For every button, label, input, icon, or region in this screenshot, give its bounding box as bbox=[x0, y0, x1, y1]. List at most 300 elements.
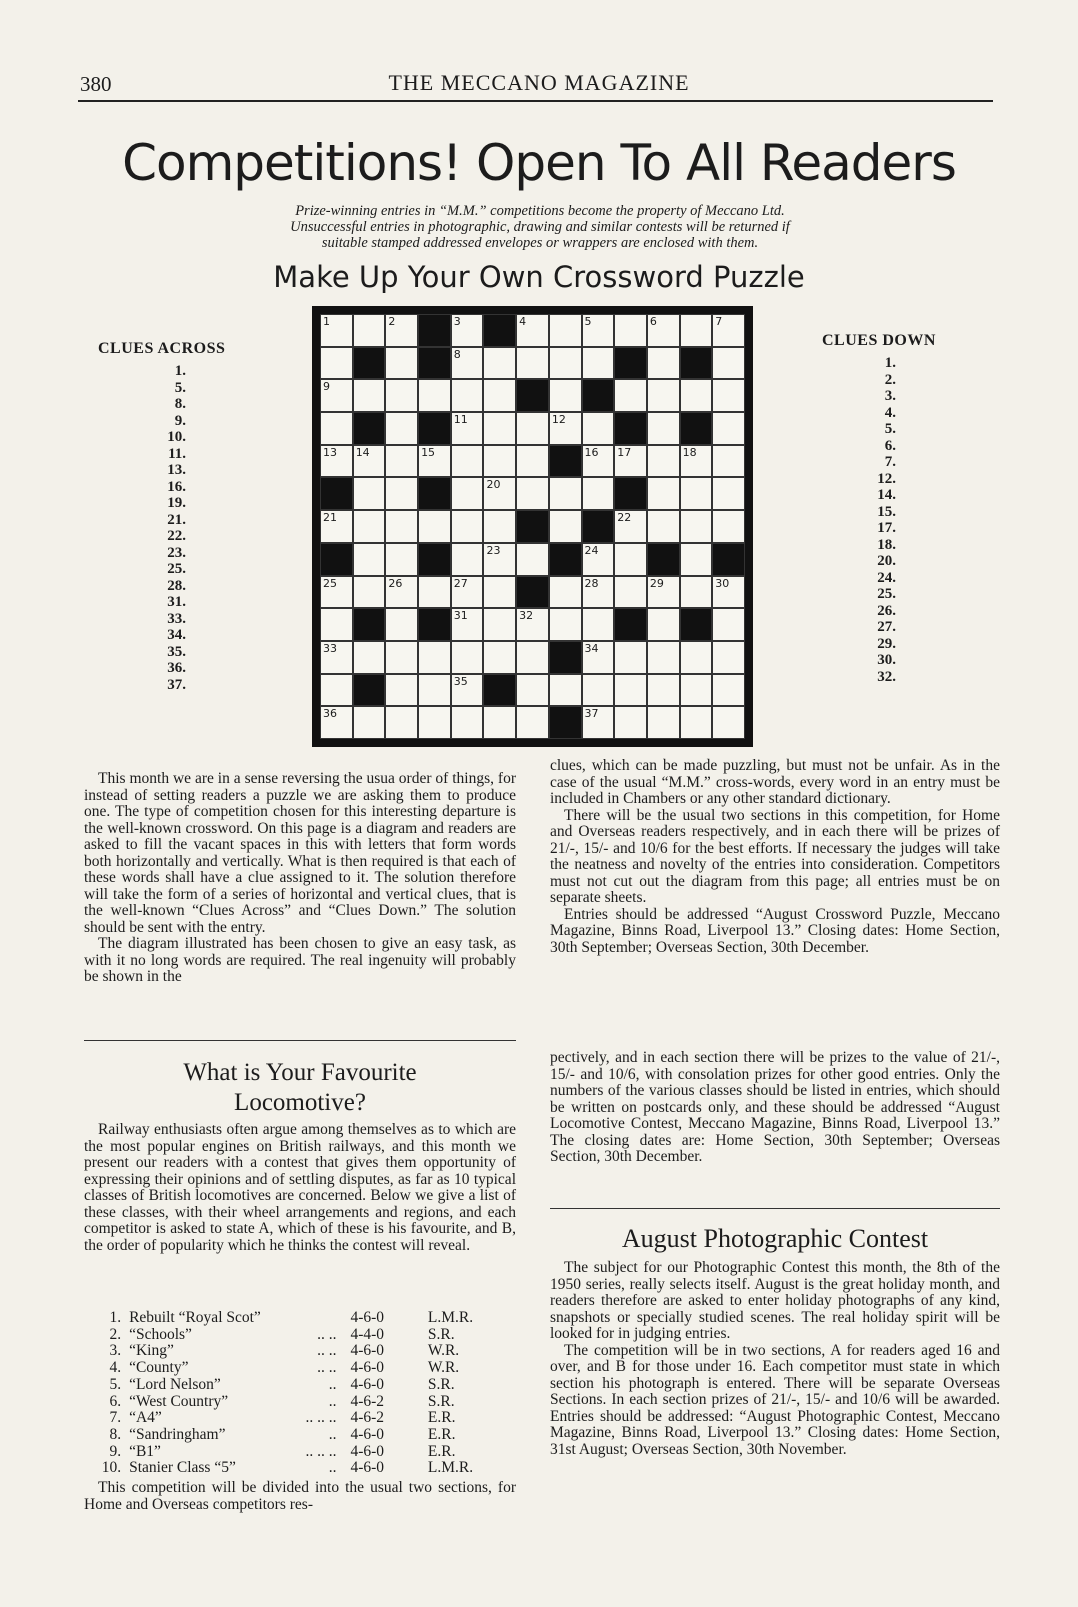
grid-number: 16 bbox=[584, 445, 599, 459]
table-cell-num: 2. bbox=[109, 1325, 122, 1343]
white-square bbox=[516, 477, 549, 510]
black-square bbox=[712, 543, 745, 576]
table-cell-wheels: 4-6-0 bbox=[350, 1425, 385, 1443]
white-square bbox=[712, 706, 745, 739]
locomotive-table bbox=[86, 1310, 506, 1477]
white-square bbox=[385, 641, 418, 674]
table-cell-wheels: 4-6-0 bbox=[350, 1309, 385, 1326]
white-square bbox=[549, 379, 582, 412]
black-square bbox=[549, 445, 582, 478]
black-square bbox=[353, 608, 386, 641]
black-square bbox=[483, 314, 516, 347]
clue-number: 6. bbox=[884, 437, 896, 454]
white-square bbox=[483, 445, 516, 478]
white-square bbox=[385, 543, 418, 576]
white-square bbox=[353, 445, 386, 478]
header-rule bbox=[78, 100, 993, 102]
table-row bbox=[86, 1427, 506, 1444]
white-square bbox=[320, 379, 353, 412]
paragraph: There will be the usual two sections in this competition, for Home and Overseas readers respectively, and in each there will be prizes of 21/-, 15/- and 10/6 for the best efforts. If necessary the judges will take the neatness and novelty of the entries into consideration. Competitors must not cut out the diagram from this page; all entries must be on separate sheets. bbox=[550, 806, 1000, 906]
black-square bbox=[614, 477, 647, 510]
table-cell-region: S.R. bbox=[427, 1375, 455, 1393]
black-square bbox=[549, 543, 582, 576]
white-square bbox=[483, 510, 516, 543]
clue-number: 36. bbox=[167, 660, 186, 676]
black-square bbox=[680, 347, 713, 380]
white-square bbox=[451, 608, 484, 641]
white-square bbox=[451, 576, 484, 609]
white-square bbox=[647, 576, 680, 609]
grid-number: 3 bbox=[453, 315, 461, 328]
white-square bbox=[614, 314, 647, 347]
grid-number: 22 bbox=[617, 511, 632, 525]
white-square bbox=[385, 314, 418, 347]
clue-number: 5. bbox=[884, 421, 896, 437]
table-cell-dots: .. .. .. bbox=[305, 1409, 337, 1427]
white-square bbox=[451, 641, 484, 674]
grid-number: 14 bbox=[355, 445, 370, 459]
subtitle-note-line: suitable stamped addressed envelopes or wrappers are enclosed with them. bbox=[321, 235, 759, 251]
white-square bbox=[680, 706, 713, 739]
white-square bbox=[582, 477, 615, 510]
white-square bbox=[353, 477, 386, 510]
clue-number: 5. bbox=[174, 379, 186, 396]
white-square bbox=[451, 379, 484, 412]
white-square bbox=[516, 314, 549, 347]
white-square bbox=[712, 576, 745, 609]
black-square bbox=[320, 543, 353, 576]
paragraph: Entries should be addressed “August Crossword Puzzle, Meccano Magazine, Binns Road, Liverpool 13.” Closing dates: Home Section, 30th September; Overseas Section, 30th December. bbox=[550, 905, 1000, 956]
white-square bbox=[712, 379, 745, 412]
table-cell-name: “B1” bbox=[129, 1442, 161, 1460]
white-square bbox=[712, 477, 745, 510]
white-square bbox=[483, 347, 516, 380]
white-square bbox=[516, 641, 549, 674]
white-square bbox=[549, 608, 582, 641]
paragraph: pectively, and in each section there will be prizes to the value of 21/-, 15/- and 10/6, with consolation prizes for other good entries. Only the numbers of the various classes should be listed in entries, which should be written on postcards only, and these should be addressed “August Locomotive Contest, Meccano Magazine, Binns Road, Liverpool 13.” The closing dates are: Home Section, 30th September; Overseas Section, 30th December. bbox=[550, 1049, 1000, 1165]
table-cell-region: W.R. bbox=[427, 1342, 460, 1360]
white-square bbox=[320, 445, 353, 478]
clue-number: 2. bbox=[884, 371, 896, 388]
white-square bbox=[385, 445, 418, 478]
white-square bbox=[614, 445, 647, 478]
grid-number: 26 bbox=[388, 576, 403, 590]
clue-number: 34. bbox=[167, 627, 186, 643]
table-cell-num: 9. bbox=[109, 1442, 122, 1460]
white-square bbox=[320, 347, 353, 380]
white-square bbox=[320, 641, 353, 674]
white-square bbox=[549, 674, 582, 707]
clue-number: 9. bbox=[174, 412, 186, 429]
table-cell-num: 5. bbox=[109, 1375, 122, 1393]
white-square bbox=[483, 379, 516, 412]
white-square bbox=[712, 412, 745, 445]
white-square bbox=[647, 477, 680, 510]
white-square bbox=[353, 706, 386, 739]
table-row bbox=[86, 1343, 506, 1360]
locomotive-intro bbox=[84, 1122, 516, 1254]
clue-number: 33. bbox=[167, 610, 186, 627]
grid-number: 6 bbox=[649, 315, 657, 328]
white-square bbox=[712, 608, 745, 641]
grid-number: 32 bbox=[519, 609, 534, 623]
white-square bbox=[647, 706, 680, 739]
white-square bbox=[647, 641, 680, 674]
clue-number: 35. bbox=[167, 643, 186, 660]
white-square bbox=[712, 674, 745, 707]
black-square bbox=[320, 477, 353, 510]
white-square bbox=[451, 510, 484, 543]
table-cell-num: 7. bbox=[109, 1409, 122, 1427]
white-square bbox=[712, 314, 745, 347]
clue-number: 14. bbox=[877, 487, 896, 503]
grid-number: 5 bbox=[584, 315, 592, 328]
magazine-title: THE MECCANO MAGAZINE bbox=[388, 70, 690, 95]
white-square bbox=[451, 314, 484, 347]
grid-number: 23 bbox=[486, 543, 501, 557]
white-square bbox=[549, 477, 582, 510]
white-square bbox=[385, 412, 418, 445]
grid-number: 17 bbox=[617, 445, 632, 459]
table-row bbox=[86, 1444, 506, 1461]
white-square bbox=[385, 510, 418, 543]
table-cell-dots: .. bbox=[328, 1375, 337, 1393]
clue-number: 28. bbox=[167, 577, 186, 594]
white-square bbox=[353, 543, 386, 576]
white-square bbox=[385, 379, 418, 412]
table-cell-name: “County” bbox=[129, 1359, 189, 1377]
white-square bbox=[320, 706, 353, 739]
clues-across-heading: CLUES ACROSS bbox=[98, 340, 226, 357]
grid-number: 30 bbox=[715, 576, 730, 590]
white-square bbox=[483, 641, 516, 674]
clue-number: 12. bbox=[877, 470, 896, 487]
white-square bbox=[614, 706, 647, 739]
white-square bbox=[353, 641, 386, 674]
white-square bbox=[451, 477, 484, 510]
white-square bbox=[647, 608, 680, 641]
black-square bbox=[353, 674, 386, 707]
white-square bbox=[680, 674, 713, 707]
grid-number: 31 bbox=[453, 609, 468, 623]
table-cell-wheels: 4-6-0 bbox=[350, 1442, 385, 1460]
grid-number: 12 bbox=[551, 413, 566, 427]
table-row bbox=[86, 1394, 506, 1411]
white-square bbox=[320, 412, 353, 445]
white-square bbox=[418, 510, 451, 543]
grid-number: 37 bbox=[584, 707, 599, 721]
white-square bbox=[549, 347, 582, 380]
white-square bbox=[353, 510, 386, 543]
white-square bbox=[680, 445, 713, 478]
white-square bbox=[549, 510, 582, 543]
clue-number: 27. bbox=[877, 619, 896, 635]
white-square bbox=[680, 314, 713, 347]
white-square bbox=[647, 347, 680, 380]
grid-number: 27 bbox=[453, 576, 468, 590]
locomotive-heading bbox=[84, 1058, 516, 1118]
clue-number: 11. bbox=[168, 445, 186, 462]
table-cell-region: L.M.R. bbox=[427, 1459, 474, 1477]
grid-number: 36 bbox=[323, 707, 337, 721]
grid-number: 4 bbox=[519, 315, 527, 328]
subtitle-note-line: Prize-winning entries in “M.M.” competitions become the property of Meccano Ltd. bbox=[295, 203, 785, 219]
white-square bbox=[582, 674, 615, 707]
grid-number: 13 bbox=[323, 445, 337, 459]
black-square bbox=[418, 477, 451, 510]
black-square bbox=[418, 608, 451, 641]
table-cell-wheels: 4-6-2 bbox=[350, 1392, 385, 1410]
white-square bbox=[385, 706, 418, 739]
white-square bbox=[483, 477, 516, 510]
white-square bbox=[451, 706, 484, 739]
white-square bbox=[320, 674, 353, 707]
table-cell-dots: .. bbox=[328, 1425, 337, 1443]
table-cell-name: “Lord Nelson” bbox=[129, 1375, 221, 1393]
white-square bbox=[451, 412, 484, 445]
black-square bbox=[418, 412, 451, 445]
black-square bbox=[549, 706, 582, 739]
table-cell-name: Rebuilt “Royal Scot” bbox=[129, 1309, 261, 1326]
white-square bbox=[418, 674, 451, 707]
clue-number: 20. bbox=[877, 553, 896, 569]
grid-number: 18 bbox=[682, 445, 697, 459]
clue-number: 21. bbox=[167, 511, 186, 528]
table-cell-name: “A4” bbox=[129, 1409, 162, 1427]
black-square bbox=[516, 510, 549, 543]
clues-down-heading: CLUES DOWN bbox=[822, 332, 936, 349]
table-row bbox=[86, 1310, 506, 1327]
grid-number: 1 bbox=[323, 315, 330, 328]
clue-number: 3. bbox=[884, 388, 896, 404]
black-square bbox=[418, 543, 451, 576]
clue-number: 15. bbox=[877, 503, 896, 520]
white-square bbox=[418, 576, 451, 609]
black-square bbox=[614, 608, 647, 641]
white-square bbox=[582, 576, 615, 609]
grid-number: 2 bbox=[388, 315, 396, 328]
white-square bbox=[451, 445, 484, 478]
grid-number: 35 bbox=[453, 674, 468, 688]
photographic-text bbox=[550, 1260, 1000, 1458]
white-square bbox=[516, 706, 549, 739]
white-square bbox=[614, 543, 647, 576]
white-square bbox=[418, 379, 451, 412]
grid-number: 33 bbox=[323, 641, 337, 655]
table-cell-num: 6. bbox=[109, 1392, 122, 1410]
white-square bbox=[549, 412, 582, 445]
table-cell-name: Stanier Class “5” bbox=[129, 1459, 236, 1477]
white-square bbox=[320, 314, 353, 347]
white-square bbox=[516, 674, 549, 707]
white-square bbox=[680, 576, 713, 609]
table-cell-wheels: 4-6-0 bbox=[350, 1375, 385, 1393]
white-square bbox=[483, 706, 516, 739]
black-square bbox=[582, 379, 615, 412]
section-divider bbox=[84, 1040, 516, 1041]
clue-number: 32. bbox=[877, 668, 896, 685]
table-cell-name: “Sandringham” bbox=[129, 1425, 226, 1443]
table-row bbox=[86, 1360, 506, 1377]
table-cell-region: W.R. bbox=[427, 1359, 460, 1377]
clue-number: 4. bbox=[884, 404, 896, 421]
table-cell-dots: .. bbox=[328, 1459, 337, 1477]
table-cell-num: 10. bbox=[101, 1459, 122, 1477]
clue-number: 24. bbox=[877, 569, 896, 586]
locomotive-continued-text bbox=[550, 1050, 1000, 1166]
grid-number: 25 bbox=[323, 576, 337, 590]
clue-number: 16. bbox=[167, 478, 186, 495]
black-square bbox=[516, 379, 549, 412]
white-square bbox=[647, 412, 680, 445]
black-square bbox=[680, 412, 713, 445]
white-square bbox=[582, 347, 615, 380]
black-square bbox=[582, 510, 615, 543]
white-square bbox=[582, 314, 615, 347]
white-square bbox=[582, 641, 615, 674]
clue-number: 25. bbox=[167, 561, 186, 577]
black-square bbox=[418, 347, 451, 380]
white-square bbox=[680, 543, 713, 576]
photographic-heading: August Photographic Contest bbox=[621, 1224, 929, 1253]
white-square bbox=[385, 477, 418, 510]
clue-number: 13. bbox=[167, 462, 186, 478]
white-square bbox=[451, 543, 484, 576]
grid-number: 11 bbox=[453, 413, 468, 427]
crossword-intro-left bbox=[84, 771, 516, 986]
section-divider bbox=[550, 1208, 1000, 1209]
white-square bbox=[680, 379, 713, 412]
paragraph: clues, which can be made puzzling, but must not be unfair. As in the case of the usual “M.M.” cross-words, every word in an entry must be included in Chambers or any other standard dictionary. bbox=[550, 757, 1000, 807]
black-square bbox=[353, 412, 386, 445]
white-square bbox=[712, 445, 745, 478]
table-cell-region: S.R. bbox=[427, 1325, 455, 1343]
white-square bbox=[549, 576, 582, 609]
white-square bbox=[614, 379, 647, 412]
crossword-heading: Make Up Your Own Crossword Puzzle bbox=[273, 260, 805, 294]
table-row bbox=[86, 1377, 506, 1394]
white-square bbox=[680, 641, 713, 674]
clues-down-list bbox=[860, 355, 896, 685]
clue-number: 37. bbox=[167, 676, 186, 693]
white-square bbox=[614, 576, 647, 609]
black-square bbox=[549, 641, 582, 674]
table-cell-dots: .. .. bbox=[317, 1342, 337, 1360]
paragraph: This month we are in a sense reversing the usua order of things, for instead of setting readers a puzzle we are asking them to produce one. The type of competition chosen for this interesting departure is the well-known crossword. On this page is a diagram and readers are asked to fill the vacant spaces in this with letters that form words both horizontally and vertically. What is then required is that each of these words shall have a clue assigned to it. The solution therefore will take the form of a series of horizontal and vertical clues, that is the well-known “Clues Across” and “Clues Down.” The solution should be sent with the entry. bbox=[84, 770, 516, 936]
black-square bbox=[647, 543, 680, 576]
black-square bbox=[483, 674, 516, 707]
paragraph: The subject for our Photographic Contest this month, the 8th of the 1950 series, really selects itself. August is the great holiday month, and readers therefore are asked to enter holiday photographs of any kind, snapshots or specially studied scenes. The real holiday spirit will be looked for in judging entries. bbox=[550, 1259, 1000, 1342]
table-cell-wheels: 4-6-0 bbox=[350, 1342, 385, 1360]
clues-across-list bbox=[150, 363, 186, 693]
white-square bbox=[418, 641, 451, 674]
clue-number: 26. bbox=[877, 602, 896, 619]
paragraph: The diagram illustrated has been chosen to give an easy task, as with it no long words are required. The real ingenuity will probably be shown in the bbox=[84, 935, 516, 985]
white-square bbox=[320, 608, 353, 641]
table-cell-wheels: 4-6-0 bbox=[350, 1459, 385, 1477]
white-square bbox=[647, 379, 680, 412]
white-square bbox=[680, 477, 713, 510]
white-square bbox=[353, 379, 386, 412]
white-square bbox=[418, 706, 451, 739]
table-cell-name: “West Country” bbox=[129, 1392, 229, 1410]
white-square bbox=[582, 543, 615, 576]
table-cell-region: S.R. bbox=[427, 1392, 455, 1410]
clue-number: 7. bbox=[884, 454, 896, 470]
table-cell-wheels: 4-6-0 bbox=[350, 1359, 385, 1377]
page-number: 380 bbox=[80, 72, 112, 96]
paragraph: Railway enthusiasts often argue among themselves as to which are the most popular engines on British railways, and this month we present our readers with a contest that gives them opportunity of expressing their opinions and of settling disputes, as far as 10 typical classes of British locomotives are concerned. Below we give a list of these classes, with their wheel arrangements and regions, and each competitor is asked to state A, which of these is his favourite, and B, the order of popularity which he thinks the contest will reveal. bbox=[84, 1121, 516, 1254]
white-square bbox=[516, 412, 549, 445]
white-square bbox=[549, 314, 582, 347]
crossword-intro-right bbox=[550, 758, 1000, 956]
table-cell-dots bbox=[278, 1310, 350, 1327]
clue-number: 30. bbox=[877, 652, 896, 668]
table-cell-region: E.R. bbox=[427, 1409, 456, 1427]
table-cell-region: E.R. bbox=[427, 1425, 456, 1443]
locomotive-heading-line: Locomotive? bbox=[234, 1089, 366, 1116]
white-square bbox=[385, 674, 418, 707]
white-square bbox=[712, 347, 745, 380]
black-square bbox=[680, 608, 713, 641]
white-square bbox=[582, 412, 615, 445]
white-square bbox=[647, 314, 680, 347]
white-square bbox=[647, 445, 680, 478]
white-square bbox=[483, 543, 516, 576]
white-square bbox=[418, 445, 451, 478]
white-square bbox=[516, 347, 549, 380]
white-square bbox=[451, 347, 484, 380]
table-row bbox=[86, 1327, 506, 1344]
white-square bbox=[647, 510, 680, 543]
white-square bbox=[320, 576, 353, 609]
table-cell-num: 8. bbox=[109, 1425, 122, 1443]
white-square bbox=[385, 608, 418, 641]
white-square bbox=[614, 641, 647, 674]
white-square bbox=[582, 608, 615, 641]
white-square bbox=[483, 576, 516, 609]
table-row bbox=[86, 1410, 506, 1427]
white-square bbox=[582, 445, 615, 478]
clue-number: 22. bbox=[167, 528, 186, 544]
paragraph: This competition will be divided into the usual two sections, for Home and Overseas competitors res- bbox=[84, 1479, 516, 1513]
locomotive-heading-line: What is Your Favourite bbox=[183, 1059, 417, 1086]
grid-number: 20 bbox=[486, 478, 501, 492]
black-square bbox=[418, 314, 451, 347]
black-square bbox=[516, 576, 549, 609]
black-square bbox=[614, 347, 647, 380]
table-cell-wheels: 4-6-2 bbox=[350, 1409, 385, 1427]
clue-number: 25. bbox=[877, 586, 896, 602]
table-cell-wheels: 4-4-0 bbox=[350, 1325, 385, 1343]
clue-number: 19. bbox=[167, 495, 186, 511]
white-square bbox=[647, 674, 680, 707]
subtitle-note bbox=[140, 203, 940, 251]
white-square bbox=[385, 576, 418, 609]
black-square bbox=[614, 412, 647, 445]
grid-number: 8 bbox=[453, 347, 461, 361]
white-square bbox=[353, 576, 386, 609]
table-cell-name: “Schools” bbox=[129, 1325, 192, 1343]
paragraph: The competition will be in two sections, A for readers aged 16 and over, and B for those under 16. Each competitor must state in which section his photograph is entered. There will be separate Overseas Sections. In each section prizes of 21/-, 15/- and 10/6 will be awarded. Entries should be addressed: “August Photographic Contest, Meccano Magazine, Binns Road, Liverpool 13.” Closing dates: Home Section, 31st August; Overseas Section, 30th November. bbox=[550, 1341, 1000, 1458]
grid-number: 29 bbox=[649, 576, 664, 590]
white-square bbox=[451, 674, 484, 707]
white-square bbox=[385, 347, 418, 380]
table-cell-dots: .. bbox=[328, 1392, 337, 1410]
white-square bbox=[614, 674, 647, 707]
white-square bbox=[712, 641, 745, 674]
locomotive-sections-text bbox=[84, 1480, 516, 1513]
